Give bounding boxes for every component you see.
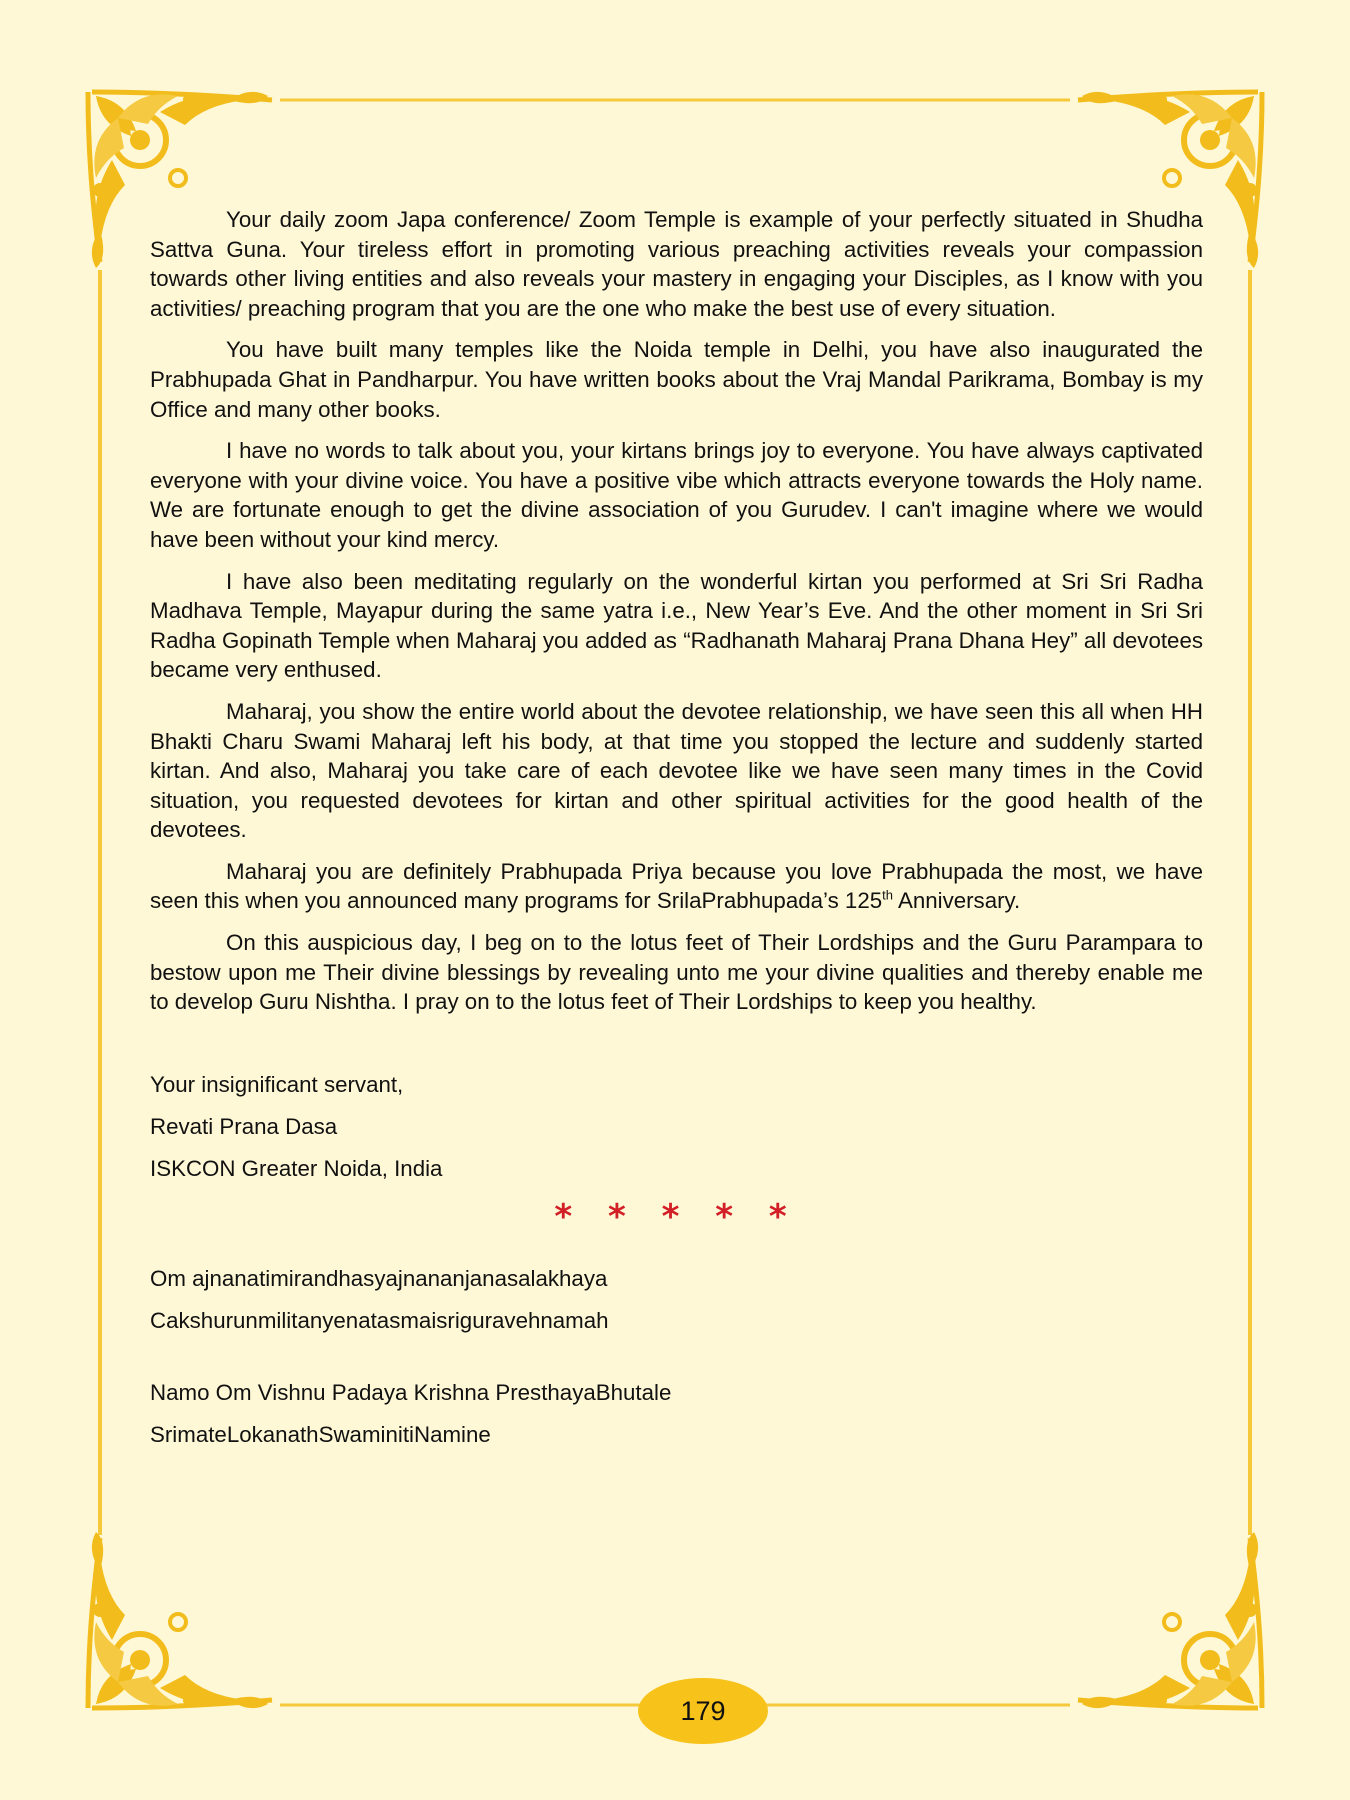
paragraph-6-tail: Anniversary. — [892, 888, 1021, 914]
paragraph-3: I have no words to talk about you, your kirtans brings joy to everyone. You have always captivated everyone with your divine voice. You have a positive vibe which attracts everyone towards the Holy name. We are fortunate enough to get the divine association of you Gurudev. I can't imagine where we would have been without your kind mercy. — [150, 438, 1203, 552]
paragraph-6-text: Maharaj you are definitely Prabhupada Priya because you love Prabhupada the most, we have seen this when you announced many programs for SrilaPrabhupada’s 125 — [150, 858, 1203, 914]
prayer-block — [150, 1265, 1203, 1449]
paragraph-5: Maharaj, you show the entire world about the devotee relationship, we have seen this all when HH Bhakti Charu Swami Maharaj left his body, at that time you stopped the lecture and suddenly started kirtan. And also, Maharaj you take care of each devotee like we have seen many times in the Covid situation, you requested devotees for kirtan and other spiritual activities for the good health of the devotees. — [150, 698, 1203, 843]
paragraph-6 — [150, 857, 1203, 916]
signature-location: ISKCON Greater Noida, India — [150, 1155, 443, 1181]
star-separator: * * * * * — [554, 1196, 799, 1237]
page-number: 179 — [680, 1695, 726, 1726]
signature-name: Revati Prana Dasa — [150, 1113, 338, 1139]
ordinal-superscript: th — [882, 888, 893, 904]
paragraph-2: You have built many temples like the Noida temple in Delhi, you have also inaugurated the Prabhupada Ghat in Pandharpur. You have written books about the Vraj Mandal Parikrama, Bombay is my Office and many other books. — [150, 337, 1203, 422]
prayer-line-3: Namo Om Vishnu Padaya Krishna PresthayaBhutale — [150, 1379, 672, 1405]
paragraph-4: I have also been meditating regularly on the wonderful kirtan you performed at Sri Sri Radha Madhava Temple, Mayapur during the same yatra i.e., New Year’s Eve. And the other moment in Sri Sri Radha Gopinath Temple when Maharaj you added as “Radhanath Maharaj Prana Dhana Hey” all devotees became very enthused. — [150, 568, 1203, 683]
prayer-line-1: Om ajnanatimirandhasyajnananjanasalakhaya — [150, 1265, 608, 1291]
prayer-line-4: SrimateLokanathSwaminitiNamine — [150, 1421, 491, 1447]
prayer-line-2: Cakshurunmilitanyenatasmaisriguravehnamah — [150, 1307, 609, 1333]
signature-closing: Your insignificant servant, — [150, 1071, 404, 1097]
paragraph-1: Your daily zoom Japa conference/ Zoom Temple is example of your perfectly situated in Shudha Sattva Guna. Your tireless effort in promoting various preaching activities reveals your compassion towards other living entities and also reveals your mastery in engaging your Disciples, as I know with you activities/ preaching program that you are the one who make the best use of every situation. — [150, 207, 1203, 321]
paragraph-7: On this auspicious day, I beg on to the lotus feet of Their Lordships and the Guru Parampara to bestow upon me Their divine blessings by revealing unto me your divine qualities and thereby enable me to develop Guru Nishtha. I pray on to the lotus feet of Their Lordships to keep you healthy. — [150, 930, 1203, 1015]
signature-block — [150, 1071, 1203, 1183]
letter-body — [150, 205, 1203, 1463]
